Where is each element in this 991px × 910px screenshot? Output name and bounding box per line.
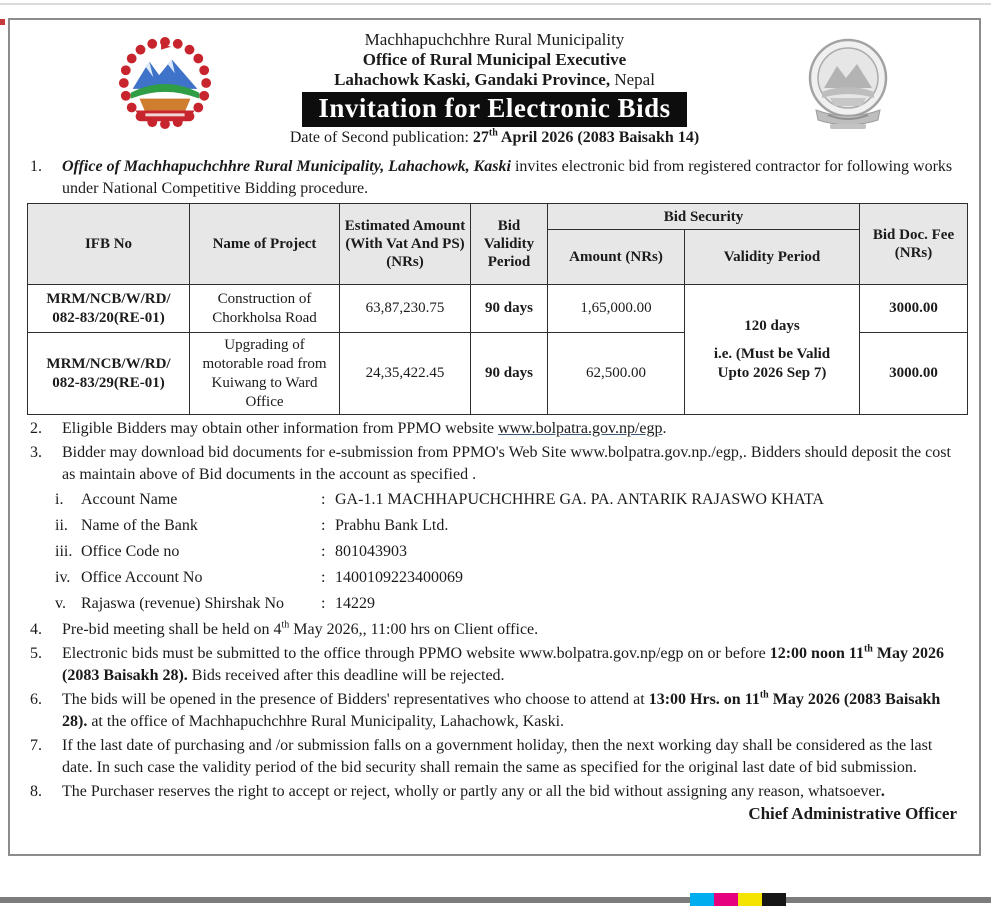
row1-project: Construction of Chorkholsa Road <box>190 285 340 333</box>
row1-ifb-line1: MRM/NCB/W/RD/ <box>46 290 171 307</box>
account-row-num: iii. <box>55 543 73 560</box>
account-row-name <box>55 487 967 513</box>
security-validity-line2: i.e. (Must be Valid <box>713 345 831 362</box>
account-row-num: i. <box>55 491 64 508</box>
account-row-separator: : <box>321 517 326 534</box>
account-row-num: ii. <box>55 517 68 534</box>
row2-estimated: 24,35,422.45 <box>340 333 471 415</box>
note-4-post: May 2026,, 11:00 hrs on Client office. <box>289 621 539 638</box>
note-5-deadline-start: 12:00 noon 11 <box>769 645 864 662</box>
note-2-text <box>62 418 967 440</box>
note-6-opening-start: 13:00 Hrs. on 11 <box>648 691 760 708</box>
document-header <box>22 26 967 154</box>
account-row-separator: : <box>321 595 326 612</box>
cmyk-print-marks <box>690 893 786 906</box>
row1-security-amount: 1,65,000.00 <box>548 285 685 333</box>
account-row-separator: : <box>321 491 326 508</box>
note-1-rest: invites electronic bid from registered contractor for following works under National Competitive Bidding procedure. <box>62 158 953 197</box>
col-header-security-validity: Validity Period <box>685 230 860 285</box>
note-1-number: 1. <box>30 158 42 175</box>
row2-ifb-line2: 082-83/29(RE-01) <box>52 374 165 391</box>
publication-rest: April 2026 (2083 Baisakh 14) <box>497 129 700 146</box>
account-row-value: GA-1.1 MACHHAPUCHCHHRE GA. PA. ANTARIK RAJASWO KHATA <box>335 491 824 508</box>
note-6-text <box>62 689 967 733</box>
col-header-doc-fee: Bid Doc. Fee (NRs) <box>860 204 968 285</box>
note-6-pre: The bids will be opened in the presence of Bidders' representatives who choose to attend at <box>62 691 649 708</box>
note-8-number: 8. <box>30 783 42 800</box>
col-header-security-amount: Amount (NRs) <box>548 230 685 285</box>
row2-bid-validity: 90 days <box>471 333 548 415</box>
note-5 <box>22 643 967 687</box>
note-1-office: Office of Machhapuchchhre Rural Municipality, Lahachowk, Kaski <box>62 158 511 175</box>
note-4 <box>22 619 967 641</box>
row2-ifb <box>28 333 190 415</box>
print-registration-bar <box>0 897 991 903</box>
note-4-number: 4. <box>30 621 42 638</box>
account-row-num: v. <box>55 595 66 612</box>
row1-ifb <box>28 285 190 333</box>
cyan-print-mark <box>690 893 714 906</box>
note-2 <box>22 418 967 440</box>
ppmo-website-link: www.bolpatra.gov.np/egp <box>497 420 663 437</box>
notice-title-banner: Invitation for Electronic Bids <box>302 92 686 127</box>
account-row-separator: : <box>321 543 326 560</box>
note-3-number: 3. <box>30 444 42 461</box>
row1-bid-validity: 90 days <box>471 285 548 333</box>
note-1-text <box>62 156 967 200</box>
account-details-list <box>55 487 967 617</box>
note-3 <box>22 442 967 486</box>
note-8-text <box>62 781 967 803</box>
security-validity-line3: Upto 2026 Sep 7) <box>717 364 827 381</box>
account-row-separator: : <box>321 569 326 586</box>
note-5-pre: Electronic bids must be submitted to the office through PPMO website www.bolpatra.gov.np/egp on or before <box>62 645 770 662</box>
account-row-account-no <box>55 565 967 591</box>
account-row-label: Account Name <box>81 491 178 508</box>
notice-document <box>8 18 981 856</box>
bids-table <box>27 203 968 415</box>
col-header-ifb: IFB No <box>28 204 190 285</box>
col-header-bid-security: Bid Security <box>548 204 860 230</box>
account-row-office-code <box>55 539 967 565</box>
note-6-sup: th <box>759 689 769 701</box>
row1-doc-fee: 3000.00 <box>860 285 968 333</box>
row2-doc-fee: 3000.00 <box>860 333 968 415</box>
note-7-number: 7. <box>30 737 42 754</box>
address-country: Nepal <box>610 70 655 89</box>
note-4-text <box>62 619 967 641</box>
note-7 <box>22 735 967 779</box>
office-name: Office of Rural Municipal Executive <box>362 50 627 69</box>
note-2-number: 2. <box>30 420 42 437</box>
account-row-label: Office Account No <box>81 569 203 586</box>
note-5-text <box>62 643 967 687</box>
note-5-deadline-end: May 2026 (2083 Baisakh 28). <box>62 645 944 684</box>
col-header-bid-validity: Bid Validity Period <box>471 204 548 285</box>
table-row <box>28 285 968 333</box>
note-5-sup: th <box>863 643 873 655</box>
account-row-value: 801043903 <box>335 543 407 560</box>
municipality-name: Machhapuchchhre Rural Municipality <box>364 30 625 49</box>
note-7-text: If the last date of purchasing and /or submission falls on a government holiday, then the next working day shall be considered as the last date. In such case the validity period of the bid security shall remain the same as specified for the original last date of bid submission. <box>62 737 933 776</box>
row1-estimated: 63,87,230.75 <box>340 285 471 333</box>
note-8 <box>22 781 967 803</box>
note-8-main: The Purchaser reserves the right to accept or reject, wholly or partly any or all the bid without assigning any reason, whatsoever <box>62 783 881 800</box>
account-row-bank <box>55 513 967 539</box>
row2-ifb-line1: MRM/NCB/W/RD/ <box>46 355 171 372</box>
top-divider-line <box>0 3 991 5</box>
note-6-number: 6. <box>30 691 42 708</box>
note-2-pre: Eligible Bidders may obtain other information from PPMO website <box>62 420 498 437</box>
account-row-value: Prabhu Bank Ltd. <box>335 517 449 534</box>
row2-security-amount: 62,500.00 <box>548 333 685 415</box>
signature-title: Chief Administrative Officer <box>748 804 957 823</box>
note-5-number: 5. <box>30 645 42 662</box>
publication-day: 27 <box>472 129 489 146</box>
note-6 <box>22 689 967 733</box>
black-print-mark <box>762 893 786 906</box>
nepal-government-emblem-icon <box>116 34 214 132</box>
magenta-print-mark <box>714 893 738 906</box>
note-4-sup: th <box>281 619 290 631</box>
account-row-label: Rajaswa (revenue) Shirshak No <box>81 595 285 612</box>
note-6-opening-end: May 2026 (2083 Baisakh 28). <box>62 691 941 730</box>
account-row-value: 14229 <box>335 595 375 612</box>
account-row-num: iv. <box>55 569 71 586</box>
col-header-estimated: Estimated Amount (With Vat And PS) (NRs) <box>340 204 471 285</box>
note-5-post: Bids received after this deadline will be rejected. <box>187 667 505 684</box>
publication-label: Date of Second publication: <box>289 129 473 146</box>
note-4-pre: Pre-bid meeting shall be held on 4 <box>62 621 282 638</box>
shared-security-validity <box>685 285 860 415</box>
row2-project: Upgrading of motorable road from Kuiwang to Ward Office <box>190 333 340 415</box>
municipality-seal-icon <box>804 36 892 136</box>
address-bold: Lahachowk Kaski, Gandaki Province, <box>334 70 611 89</box>
account-row-rajaswa <box>55 591 967 617</box>
account-row-label: Office Code no <box>81 543 180 560</box>
note-8-period: . <box>880 783 885 800</box>
account-row-value: 1400109223400069 <box>335 569 463 586</box>
account-row-label: Name of the Bank <box>81 517 198 534</box>
note-6-post: at the office of Machhapuchchhre Rural Municipality, Lahachowk, Kaski. <box>87 713 565 730</box>
yellow-print-mark <box>738 893 762 906</box>
col-header-project: Name of Project <box>190 204 340 285</box>
publication-day-suffix: th <box>488 127 498 139</box>
note-3-text: Bidder may download bid documents for e-submission from PPMO's Web Site www.bolpatra.gov.np./egp,. Bidders should deposit the cost as maintain above of Bid documents in the account as specified . <box>62 444 951 483</box>
note-1 <box>22 156 967 200</box>
note-2-suffix: . <box>662 420 667 437</box>
security-validity-line1: 120 days <box>744 317 800 334</box>
left-edge-red-mark <box>0 19 5 25</box>
row1-ifb-line2: 082-83/20(RE-01) <box>52 309 165 326</box>
